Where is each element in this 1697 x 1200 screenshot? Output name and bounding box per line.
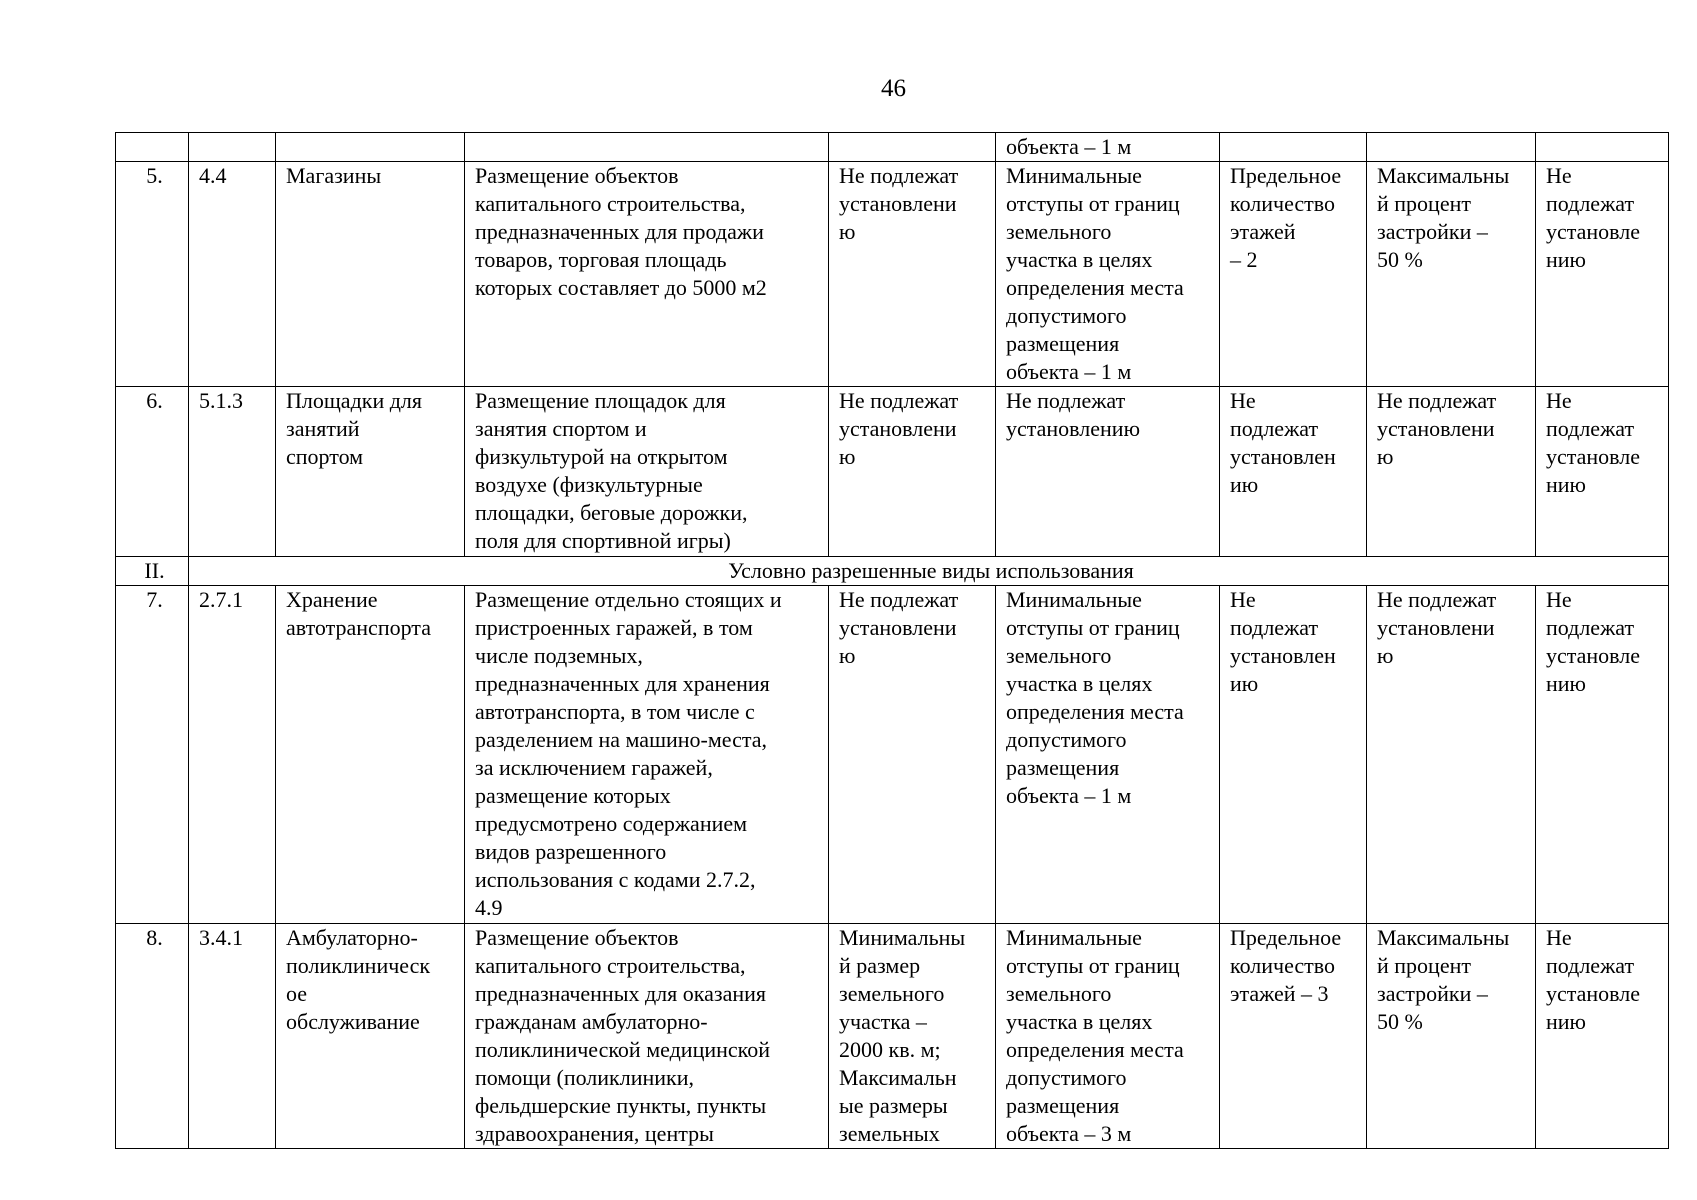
setbacks-cell: Минимальные отступы от границ земельного участка в целях определения места допустимого размещения объекта – 1 м bbox=[996, 162, 1220, 387]
description-cell: Размещение площадок для занятия спортом и физкультурой на открытом воздухе (физкультурные площадки, беговые дорожки, поля для спортивной игры) bbox=[465, 387, 829, 557]
row-number: 5. bbox=[116, 162, 189, 387]
name-cell: Амбулаторно- поликлиническ ое обслуживание bbox=[276, 924, 465, 1149]
code-cell: 3.4.1 bbox=[189, 924, 276, 1149]
page-number: 46 bbox=[881, 75, 906, 102]
other-params-cell: Не подлежат установле нию bbox=[1536, 162, 1669, 387]
table-row bbox=[116, 162, 1669, 387]
section-number: II. bbox=[116, 557, 189, 586]
table-row bbox=[116, 924, 1669, 1149]
row-number: 8. bbox=[116, 924, 189, 1149]
setbacks-cell: объекта – 1 м bbox=[996, 133, 1220, 162]
floors-cell: Предельное количество этажей – 2 bbox=[1220, 162, 1367, 387]
regulations-table bbox=[115, 132, 1669, 1149]
table-row bbox=[116, 387, 1669, 557]
continuation-row bbox=[116, 133, 1669, 162]
section-title: Условно разрешенные виды использования bbox=[189, 557, 1669, 586]
other-params-cell: Не подлежат установле нию bbox=[1536, 924, 1669, 1149]
other-params-cell: Не подлежат установле нию bbox=[1536, 586, 1669, 924]
coverage-cell: Не подлежат установлени ю bbox=[1367, 586, 1536, 924]
description-cell: Размещение объектов капитального строительства, предназначенных для оказания гражданам амбулаторно- поликлинической медицинской помощи (поликлиники, фельдшерские пункты, пункты здравоохранения, центры bbox=[465, 924, 829, 1149]
floors-cell: Не подлежат установлен ию bbox=[1220, 387, 1367, 557]
lot-size-cell: Минимальны й размер земельного участка – 2000 кв. м; Максимальн ые размеры земельных bbox=[829, 924, 996, 1149]
code-cell: 4.4 bbox=[189, 162, 276, 387]
description-cell: Размещение отдельно стоящих и пристроенных гаражей, в том числе подземных, предназначенных для хранения автотранспорта, в том числе с разделением на машино-места, за исключением гаражей, размещение которых предусмотрено содержанием видов разрешенного использования с кодами 2.7.2, 4.9 bbox=[465, 586, 829, 924]
lot-size-cell: Не подлежат установлени ю bbox=[829, 586, 996, 924]
description-cell: Размещение объектов капитального строительства, предназначенных для продажи товаров, торговая площадь которых составляет до 5000 м2 bbox=[465, 162, 829, 387]
setbacks-cell: Не подлежат установлению bbox=[996, 387, 1220, 557]
code-cell: 5.1.3 bbox=[189, 387, 276, 557]
setbacks-cell: Минимальные отступы от границ земельного участка в целях определения места допустимого размещения объекта – 1 м bbox=[996, 586, 1220, 924]
coverage-cell: Не подлежат установлени ю bbox=[1367, 387, 1536, 557]
code-cell: 2.7.1 bbox=[189, 586, 276, 924]
table-row bbox=[116, 586, 1669, 924]
coverage-cell: Максимальны й процент застройки – 50 % bbox=[1367, 924, 1536, 1149]
row-number: 6. bbox=[116, 387, 189, 557]
other-params-cell: Не подлежат установле нию bbox=[1536, 387, 1669, 557]
row-number: 7. bbox=[116, 586, 189, 924]
name-cell: Хранение автотранспорта bbox=[276, 586, 465, 924]
section-header-row bbox=[116, 557, 1669, 586]
name-cell: Магазины bbox=[276, 162, 465, 387]
setbacks-cell: Минимальные отступы от границ земельного участка в целях определения места допустимого размещения объекта – 3 м bbox=[996, 924, 1220, 1149]
coverage-cell: Максимальны й процент застройки – 50 % bbox=[1367, 162, 1536, 387]
floors-cell: Не подлежат установлен ию bbox=[1220, 586, 1367, 924]
lot-size-cell: Не подлежат установлени ю bbox=[829, 387, 996, 557]
floors-cell: Предельное количество этажей – 3 bbox=[1220, 924, 1367, 1149]
name-cell: Площадки для занятий спортом bbox=[276, 387, 465, 557]
lot-size-cell: Не подлежат установлени ю bbox=[829, 162, 996, 387]
